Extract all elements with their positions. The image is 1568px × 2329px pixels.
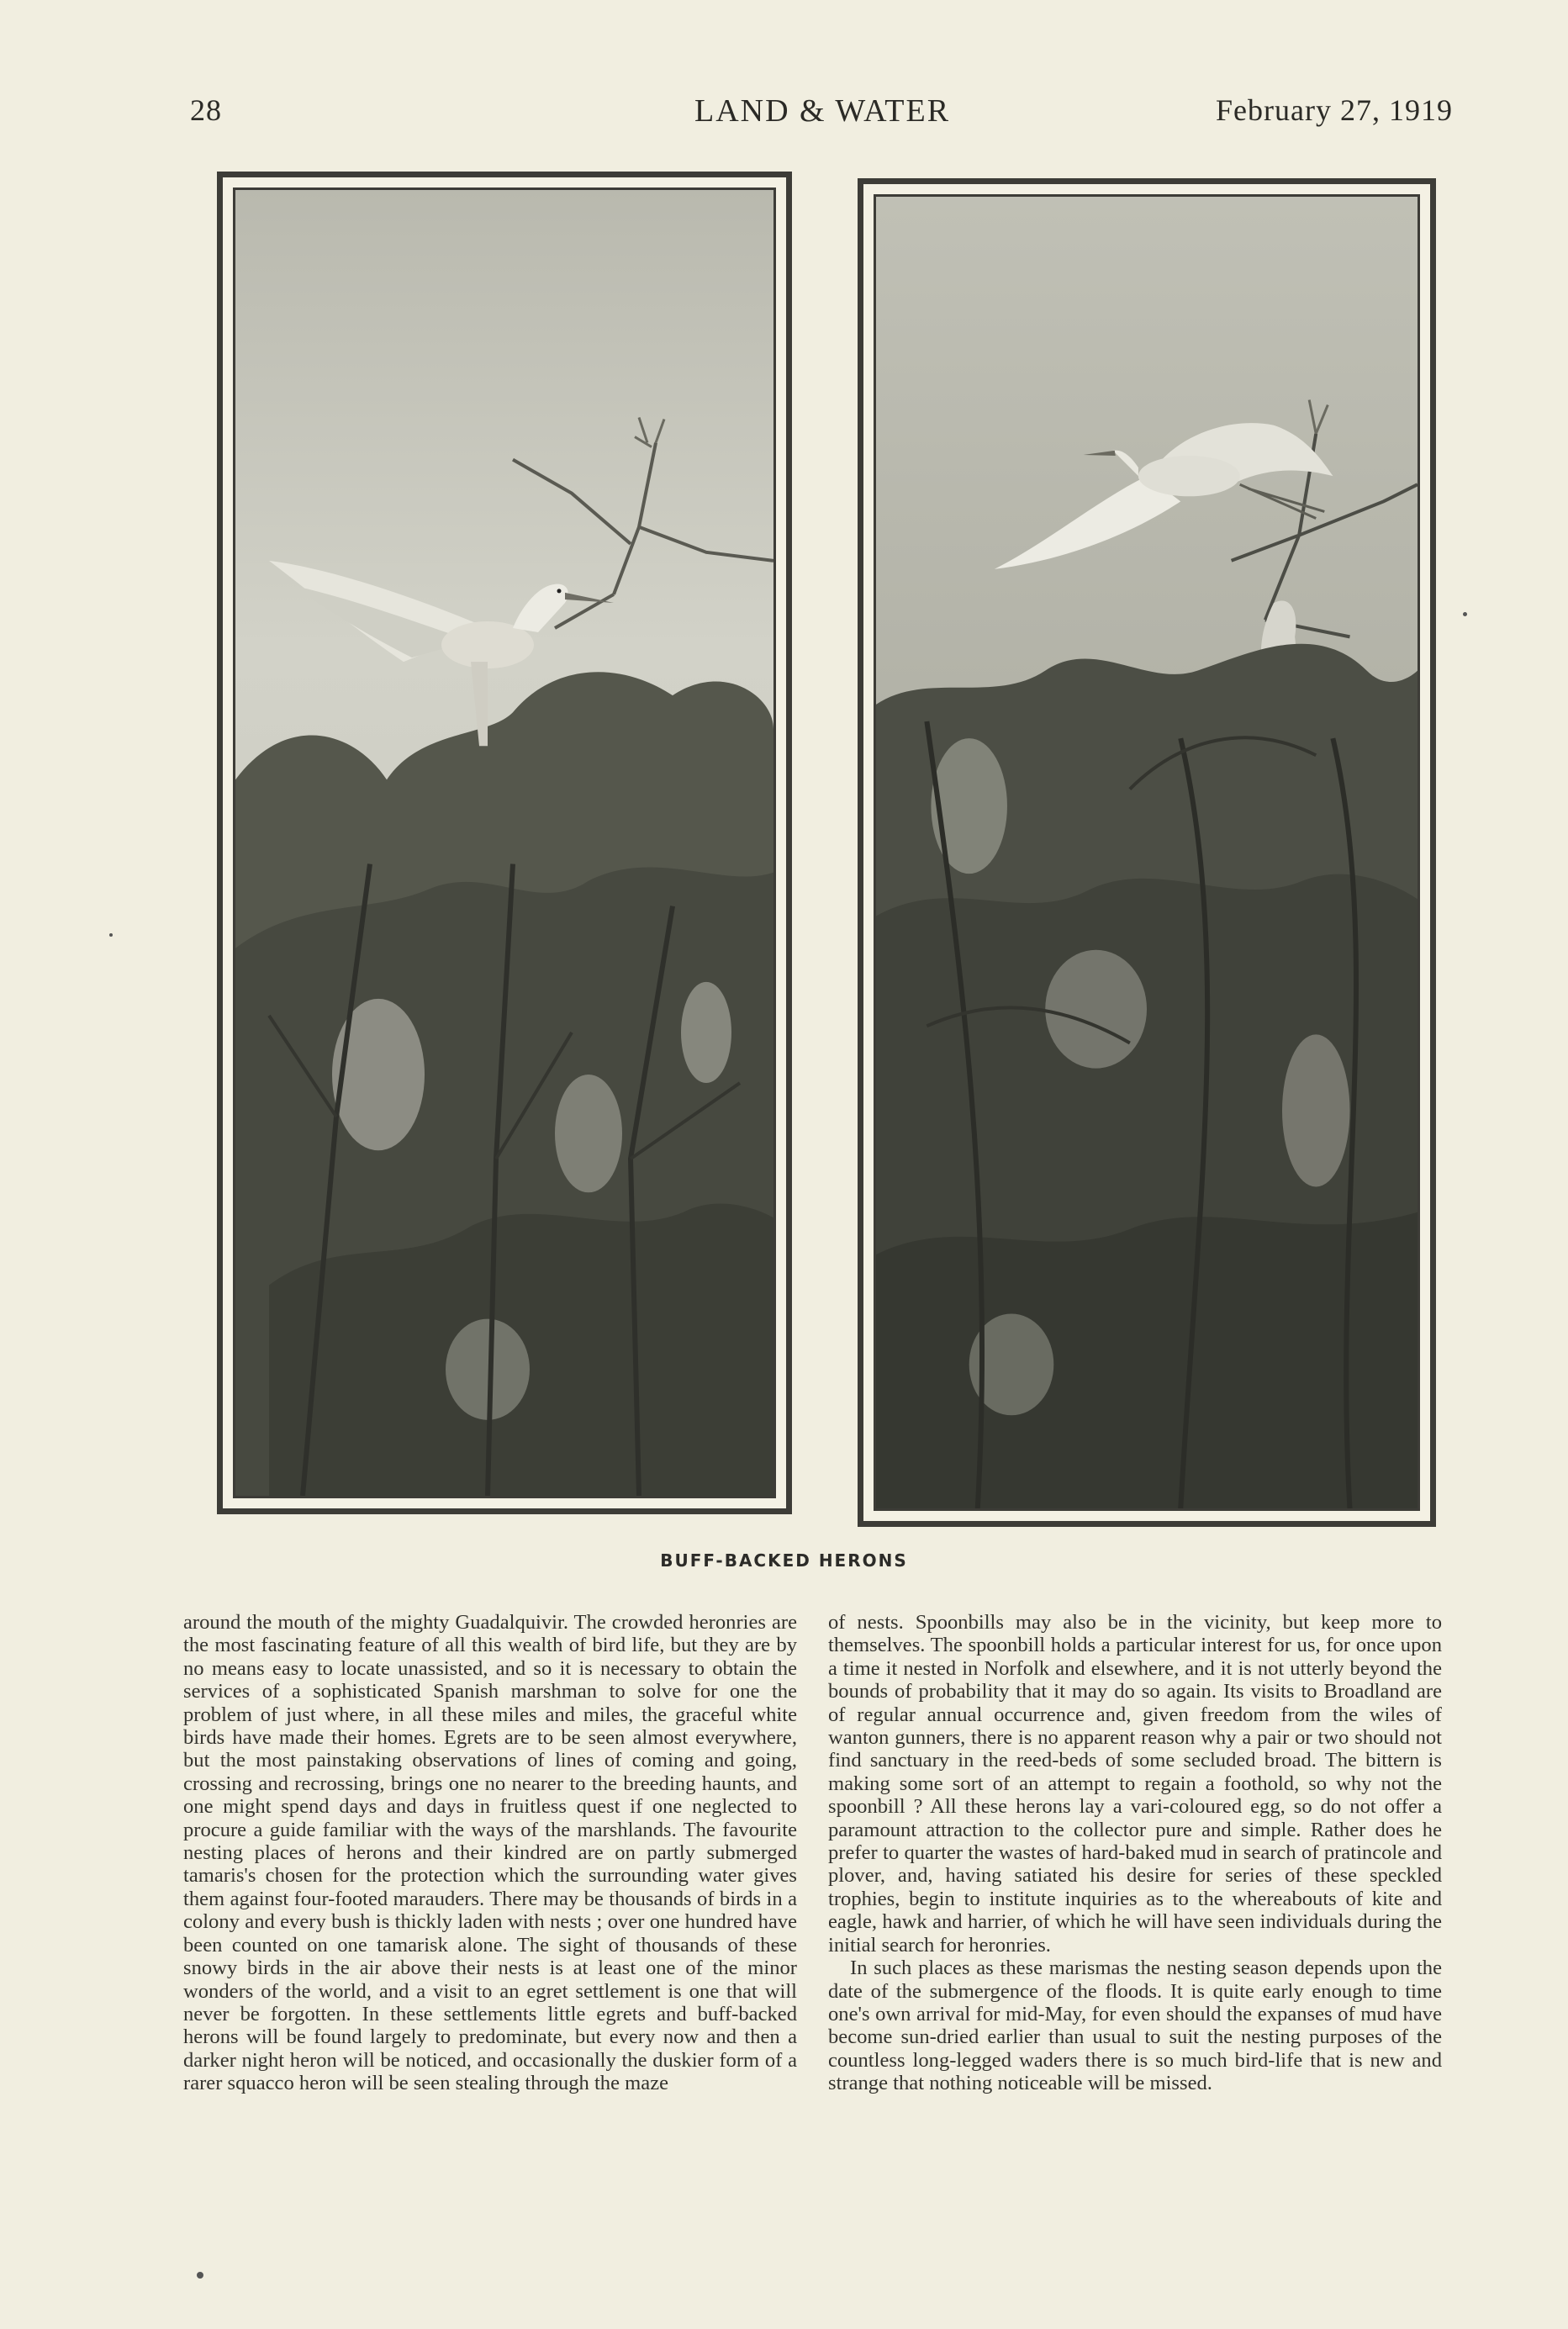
issue-date: February 27, 1919 <box>1216 93 1453 127</box>
article-column-right <box>828 1611 1442 2095</box>
article-paragraph: of nests. Spoonbills may also be in the vicinity, but keep more to themselves. The spoonbill holds a particular interest for us, for once upon a time it nested in Norfolk and elsewhere, and it is not utterly beyond the bounds of probability that it may do so again. Its visits to Broadland are of regular annual occurrence and, given freedom from the wiles of wanton gunners, there is no apparent reason why a pair or two should not find sanctuary in the reed-beds of some secluded broad. The bittern is making some sort of an attempt to regain a foothold, so why not the spoonbill ? All these herons lay a vari-coloured egg, so do not offer a paramount attraction to the collector pure and simple. Rather does he prefer to quarter the wastes of hard-baked mud in search of pratincole and plover, and, having satiated his desire for series of these speckled trophies, begin to institute inquiries as to the whereabouts of kite and eagle, hawk and harrier, of which he will have seen individuals during the initial search for heronries. <box>828 1611 1442 1957</box>
photo-frame-left <box>217 172 792 1514</box>
article-column-left <box>183 1611 797 2095</box>
heron-landing-photo-graphic <box>235 190 773 1496</box>
heron-landing-photo-icon <box>233 187 776 1498</box>
article-paragraph: In such places as these marismas the nesting season depends upon the date of the submergence of the floods. It is quite early enough to time one's own arrival for mid-May, for even should the expanses of mud have become sun-dried earlier than usual to suit the nesting purposes of the countless long-legged waders there is so much bird-life that is new and strange that nothing noticeable will be missed. <box>828 1957 1442 2095</box>
article-paragraph: around the mouth of the mighty Guadalquivir. The crowded heronries are the most fascinating feature of all this wealth of bird life, but they are by no means easy to locate unassisted, and so it is necessary to obtain the services of a sophisticated Spanish marshman to solve for one the problem of just where, in all these miles and miles, the graceful white birds have made their homes. Egrets are to be seen almost everywhere, but the most painstaking observations of lines of coming and going, crossing and recrossing, brings one no nearer to the breeding haunts, and one might spend days and days in fruitless quest if one neglected to procure a guide familiar with the ways of the marshlands. The favourite nesting places of herons and their kindred are on partly submerged tamaris's chosen for the protection which the surrounding water gives them against four-footed marauders. There may be thousands of birds in a colony and every bush is thickly laden with nests ; over one hundred have been counted on one tamarisk alone. The sight of thousands of these snowy birds in the air above their nests is at least one of the minor wonders of the world, and a visit to an egret settlement is one that will never be forgotten. In these settlements little egrets and buff-backed herons will be found largely to predominate, but every now and then a darker night heron will be noticed, and occasionally the duskier form of a rarer squacco heron will be seen stealing through the maze <box>183 1611 797 2095</box>
publication-title: LAND & WATER <box>694 93 951 129</box>
page-number: 28 <box>190 93 222 127</box>
paper-speck <box>109 933 113 937</box>
heron-flying-photo-icon <box>874 194 1420 1511</box>
paper-speck <box>197 2272 203 2279</box>
photo-caption: BUFF-BACKED HERONS <box>660 1550 908 1571</box>
photo-frame-right <box>858 178 1436 1527</box>
heron-flying-photo-graphic <box>876 197 1418 1508</box>
paper-speck <box>1463 612 1467 616</box>
